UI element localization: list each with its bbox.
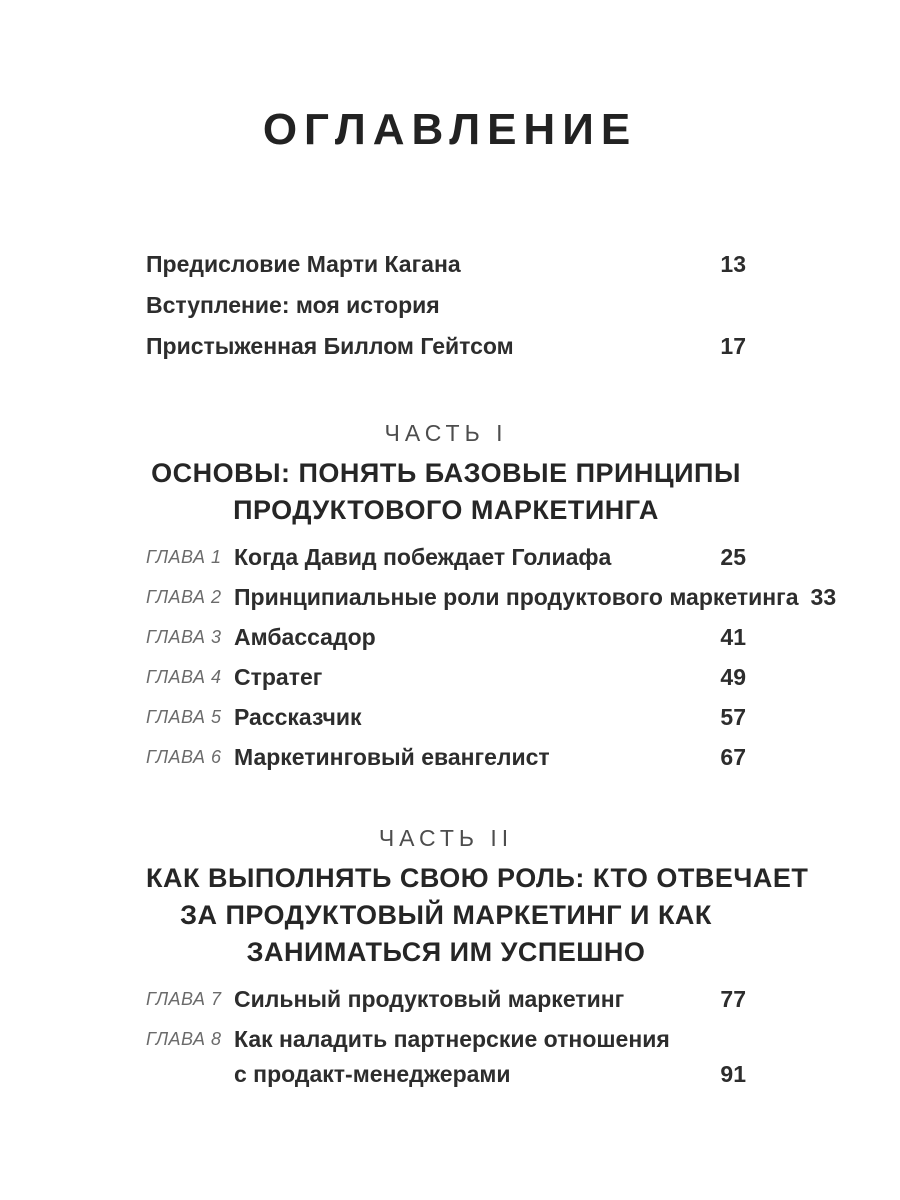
chapter-title: Стратег: [234, 663, 323, 690]
chapter-page: 33: [810, 583, 837, 610]
chapter-label: ГЛАВА 2: [146, 586, 222, 607]
toc-entry: [146, 247, 746, 282]
chapter-row: [146, 740, 746, 775]
chapter-page: 57: [720, 703, 746, 730]
chapter-label: ГЛАВА 3: [146, 626, 222, 647]
chapter-title: Маркетинговый евангелист: [234, 743, 550, 770]
chapter-title: Как наладить партнерские отношения с продакт-менеджерами: [234, 1025, 670, 1087]
chapter-title: Принципиальные роли продуктового маркетинга: [234, 583, 799, 610]
chapter-label: ГЛАВА 6: [146, 746, 222, 767]
part-title-line: ЗА ПРОДУКТОВЫЙ МАРКЕТИНГ И КАК: [180, 899, 712, 930]
part-kicker: ЧАСТЬ I: [384, 419, 508, 446]
chapter-label: ГЛАВА 4: [146, 666, 222, 687]
part-title-line: КАК ВЫПОЛНЯТЬ СВОЮ РОЛЬ: КТО ОТВЕЧАЕТ: [146, 862, 809, 893]
chapter-label: ГЛАВА 1: [146, 546, 222, 567]
chapter-row: [146, 660, 746, 695]
chapter-page: 67: [720, 743, 746, 770]
part-section-2: [146, 823, 809, 1092]
chapter-page: 91: [720, 1060, 746, 1087]
chapter-row: [146, 982, 746, 1017]
chapter-page: 41: [720, 623, 746, 650]
chapter-label: ГЛАВА 8: [146, 1028, 222, 1049]
front-matter-list: [146, 247, 746, 364]
chapter-title: Сильный продуктовый маркетинг: [234, 985, 625, 1012]
part-title-line: ЗАНИМАТЬСЯ ИМ УСПЕШНО: [246, 936, 646, 967]
chapter-row: [146, 620, 746, 655]
toc-entry: [146, 288, 746, 323]
chapter-row: [146, 540, 746, 575]
part-kicker: ЧАСТЬ II: [378, 824, 514, 851]
chapter-title: Когда Давид побеждает Голиафа: [234, 543, 612, 570]
part-title: [146, 860, 809, 971]
entry-page: 17: [720, 332, 746, 359]
page-title: ОГЛАВЛЕНИЕ: [262, 105, 638, 154]
chapter-row: [146, 580, 837, 615]
chapter-label: ГЛАВА 5: [146, 706, 222, 727]
chapter-page: 77: [720, 985, 746, 1012]
chapter-title: Амбассадор: [234, 623, 376, 650]
toc-entry: [146, 329, 746, 364]
entry-label: Вступление: моя история: [146, 291, 440, 318]
chapter-title: Рассказчик: [234, 703, 362, 730]
part-section-1: [146, 418, 837, 775]
chapter-label: ГЛАВА 7: [146, 988, 222, 1009]
chapter-list: [146, 540, 837, 775]
entry-label: Предисловие Марти Кагана: [146, 250, 461, 277]
chapter-page: 25: [720, 543, 746, 570]
part-title: [146, 455, 746, 529]
chapter-row: [146, 1022, 746, 1092]
chapter-row: [146, 700, 746, 735]
part-title-line: ПРОДУКТОВОГО МАРКЕТИНГА: [233, 494, 659, 525]
chapter-list: [146, 982, 746, 1092]
entry-label: Пристыженная Биллом Гейтсом: [146, 332, 514, 359]
chapter-page: 49: [720, 663, 746, 690]
part-title-line: ОСНОВЫ: ПОНЯТЬ БАЗОВЫЕ ПРИНЦИПЫ: [151, 457, 741, 488]
entry-page: 13: [720, 250, 746, 277]
